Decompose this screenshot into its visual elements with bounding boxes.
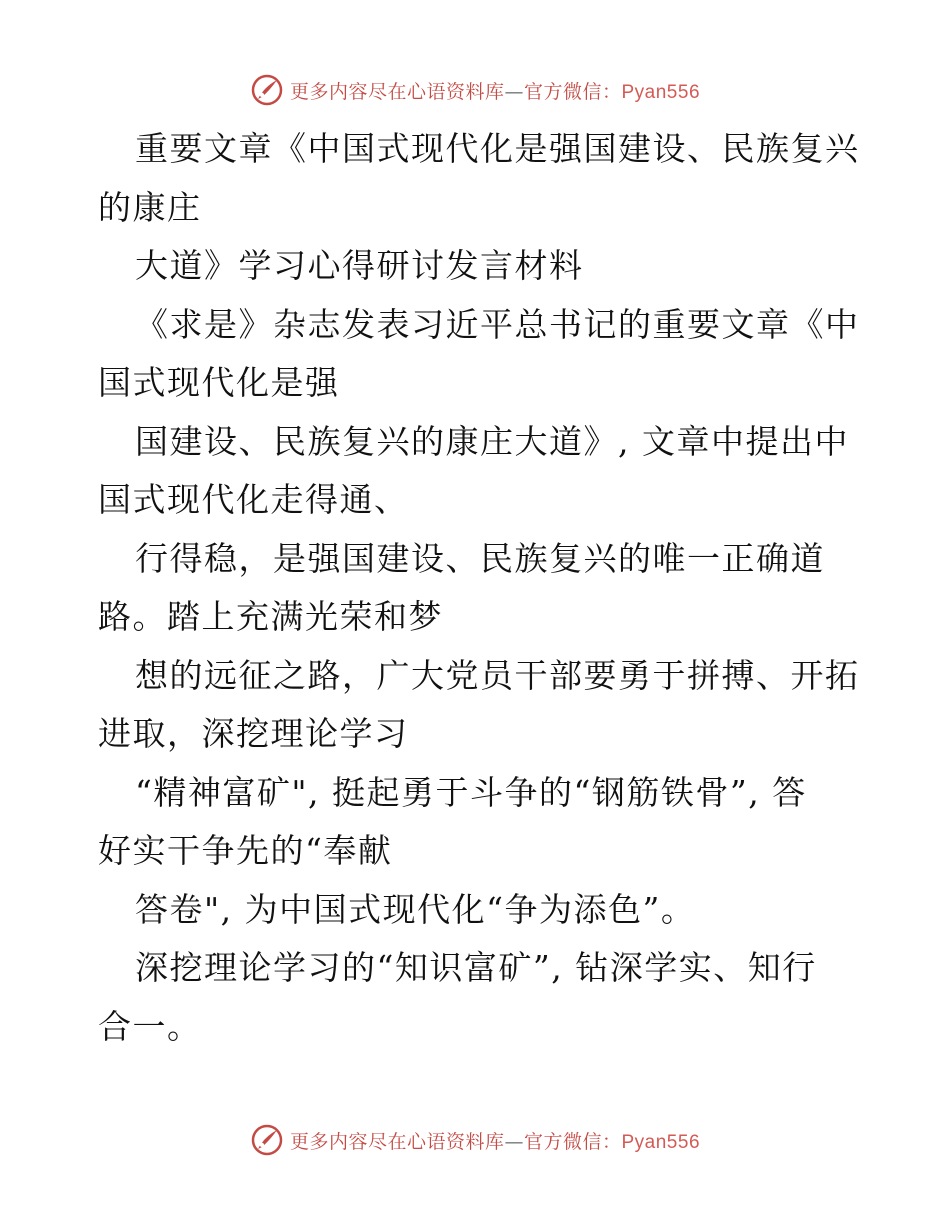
banner-org: 官方微信： xyxy=(523,1130,622,1153)
text-line: 重要文章《中国式现代化是强国建设、民族复兴 xyxy=(135,129,860,168)
text-line: 大道》学习心得研讨发言材料 xyxy=(135,246,584,285)
document-body xyxy=(98,120,858,1056)
banner-separator: — xyxy=(504,1130,524,1153)
text-line: 《求是》杂志发表习近平总书记的重要文章《中 xyxy=(135,304,860,344)
text-line: 好实干争先的“奉献 xyxy=(98,831,393,870)
text-line: 的康庄 xyxy=(98,187,202,227)
text-line: 深挖理论学习的“知识富矿”, 钻深学实、知行 xyxy=(135,948,817,987)
text-line: 国建设、民族复兴的康庄大道》, 文章中提出中 xyxy=(135,421,849,461)
text-line: 路。踏上充满光荣和梦 xyxy=(98,597,443,636)
footer-banner xyxy=(0,1120,950,1160)
text-line: 国式现代化是强 xyxy=(98,363,340,402)
header-banner xyxy=(0,70,950,110)
text-line: 想的远征之路，广大党员干部要勇于拼搏、开拓 xyxy=(135,655,860,695)
banner-wechat-id: Pyan556 xyxy=(621,81,701,103)
banner-prefix: 更多内容尽在心语资料库 xyxy=(289,1130,505,1153)
text-line: 国式现代化走得通、 xyxy=(98,480,409,519)
text-line: 答卷", 为中国式现代化“争为添色”。 xyxy=(135,889,696,929)
banner-prefix: 更多内容尽在心语资料库 xyxy=(289,80,505,103)
text-line: 行得稳，是强国建设、民族复兴的唯一正确道 xyxy=(135,538,825,578)
banner-text xyxy=(290,77,700,104)
quill-logo-icon xyxy=(250,1123,284,1157)
quill-logo-icon xyxy=(250,73,284,107)
banner-separator: — xyxy=(504,80,524,103)
text-line: 进取，深挖理论学习 xyxy=(98,714,409,753)
text-line: “精神富矿", 挺起勇于斗争的“钢筋铁骨”, 答 xyxy=(135,772,807,812)
banner-text xyxy=(290,1127,700,1154)
banner-wechat-id: Pyan556 xyxy=(621,1131,701,1153)
text-line: 合一。 xyxy=(98,1006,202,1046)
banner-org: 官方微信： xyxy=(523,80,622,103)
